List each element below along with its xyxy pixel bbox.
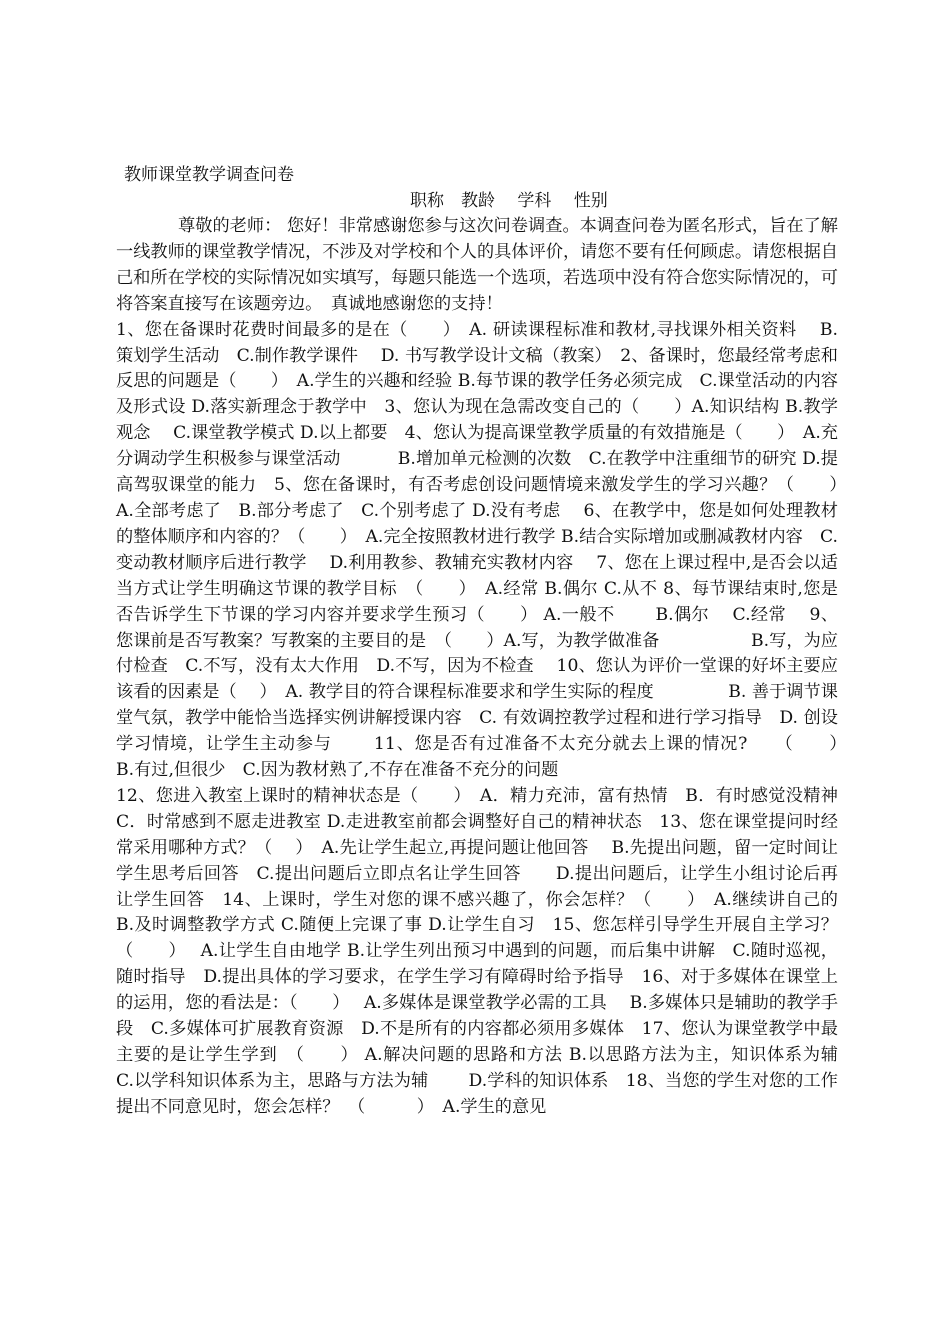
intro-paragraph: 尊敬的老师： 您好！非常感谢您参与这次问卷调查。本调查问卷为匿名形式，旨在了解一线教师的课堂教学情况，不涉及对学校和个人的具体评价，请您不要有任何顾虑。请您根据自己和所在学校的实际情况如实填写，每题只能选一个选项，若选项中没有符合您实际情况的，可将答案直接写在该题旁边。 真诚地感谢您的支持！ (116, 216, 838, 314)
questionnaire-body (116, 214, 856, 1121)
questions-block-1: 1、您在备课时花费时间最多的是在（ ） A. 研读课程标准和教材,寻找课外相关资料 B.策划学生活动 C.制作教学课件 D. 书写教学设计文稿（教案） 2、备课时，您最经常考虑和反思的问题是（ ） A.学生的兴趣和经验 B.每节课的教学任务必须完成 C.课堂活动的内容及形式设 D.落实新理念于教学中 3、您认为现在急需改变自己的（ ）A.知识结构 B.教学观念 C.课堂教学模式 D.以上都要 4、您认为提高课堂教学质量的有效措施是（ ） A.充分调动学生积极参与课堂活动 B.增加单元检测的次数 C.在教学中注重细节的研究 D.提高驾驭课堂的能力 5、您在备课时，有否考虑创设问题情境来激发学生的学习兴趣？（ ） A.全部考虑了 B.部分考虑了 C.个别考虑了 D.没有考虑 6、在教学中，您是如何处理教材的整体顺序和内容的？（ ） A.完全按照教材进行教学 B.结合实际增加或删减教材内容 C.变动教材顺序后进行教学 D.利用教参、教辅充实教材内容 7、您在上课过程中,是否会以适当方式让学生明确这节课的教学目标 （ ） A.经常 B.偶尔 C.从不 8、每节课结束时,您是否告诉学生下节课的学习内容并要求学生预习（ ） A.一般不 B.偶尔 C.经常 9、您课前是否写教案？写教案的主要目的是 （ ）A.写，为教学做准备 B.写，为应付检查 C.不写，没有太大作用 D.不写，因为不检查 10、您认为评价一堂课的好坏主要应该看的因素是（ ） A. 教学目的符合课程标准要求和学生实际的程度 B. 善于调节课堂气氛，教学中能恰当选择实例讲解授课内容 C. 有效调控教学过程和进行学习指导 D. 创设学习情境，让学生主动参与 11、您是否有过准备不太充分就去上课的情况? （ ） B.有过,但很少 C.因为教材熟了,不存在准备不充分的问题 (116, 319, 856, 781)
respondent-info-line: 职称 教龄 学科 性别 (410, 191, 608, 211)
questions-block-2: 12、您进入教室上课时的精神状态是（ ） A．精力充沛，富有热情 B．有时感觉没精神 C．时常感到不愿走进教室 D.走进教室前都会调整好自己的精神状态 13、您在课堂提问时经常采用哪种方式？（ ） A.先让学生起立,再提问题让他回答 B.先提出问题，留一定时间让学生思考后回答 C.提出问题后立即点名让学生回答 D.提出问题后，让学生小组讨论后再让学生回答 14、上课时，学生对您的课不感兴趣了，你会怎样？（ ） A.继续讲自己的 B.及时调整教学方式 C.随便上完课了事 D.让学生自习 15、您怎样引导学生开展自主学习？（ ） A.让学生自由地学 B.让学生列出预习中遇到的问题，而后集中讲解 C.随时巡视，随时指导 D.提出具体的学习要求，在学生学习有障碍时给予指导 16、对于多媒体在课堂上的运用，您的看法是：（ ） A.多媒体是课堂教学必需的工具 B.多媒体只是辅助的教学手段 C.多媒体可扩展教育资源 D.不是所有的内容都必须用多媒体 17、您认为课堂教学中最主要的是让学生学到 （ ） A.解决问题的思路和方法 B.以思路方法为主，知识体系为辅 C.以学科知识体系为主，思路与方法为辅 D.学科的知识体系 18、当您的学生对您的工作提出不同意见时，您会怎样？ （ ） A.学生的意见 (116, 785, 856, 1117)
document-title: 教师课堂教学调查问卷 (124, 165, 294, 185)
